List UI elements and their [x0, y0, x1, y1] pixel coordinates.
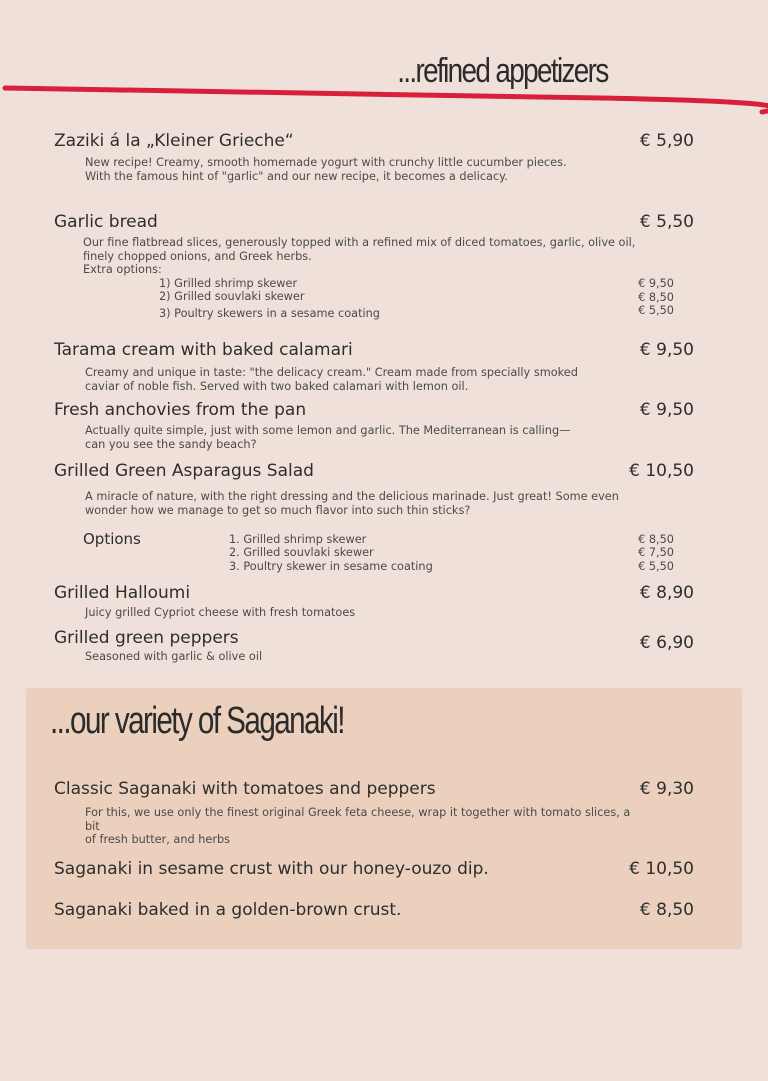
item-price: € 6,90: [639, 633, 694, 653]
option-price: € 5,50: [638, 560, 674, 573]
item-price: € 8,50: [639, 900, 694, 920]
item-name: Garlic bread: [54, 212, 158, 232]
item-price: € 5,90: [639, 131, 694, 151]
item-price: € 9,50: [639, 340, 694, 360]
options-heading: Options: [83, 530, 141, 548]
item-description: New recipe! Creamy, smooth homemade yogurt with crunchy little cucumber pieces. With the famous hint of "garlic" and our new recipe, it becomes a delicacy.: [85, 156, 567, 183]
item-name: Zaziki á la „Kleiner Grieche“: [54, 131, 294, 151]
item-name: Classic Saganaki with tomatoes and peppers: [54, 779, 436, 799]
item-name: Saganaki baked in a golden-brown crust.: [54, 900, 402, 920]
section-title-appetizers: ...refined appetizers: [397, 52, 608, 90]
item-price: € 8,90: [639, 583, 694, 603]
item-price: € 10,50: [629, 859, 694, 879]
option-label: 1) Grilled shrimp skewer: [159, 277, 298, 290]
item-description: A miracle of nature, with the right dressing and the delicious marinade. Just great! Some even wonder how we manage to get so much flavor into such thin sticks?: [85, 490, 619, 517]
item-name: Fresh anchovies from the pan: [54, 400, 307, 420]
item-description: Our fine flatbread slices, generously topped with a refined mix of diced tomatoes, garlic, olive oil, finely chopped onions, and Greek herbs. Extra options:: [83, 236, 636, 276]
item-name: Grilled Green Asparagus Salad: [54, 461, 314, 481]
item-name: Saganaki in sesame crust with our honey-ouzo dip.: [54, 859, 489, 879]
item-price: € 9,50: [639, 400, 694, 420]
option-label: 1. Grilled shrimp skewer: [229, 533, 367, 546]
item-price: € 5,50: [639, 212, 694, 232]
item-price: € 9,30: [639, 779, 694, 799]
option-label: 2. Grilled souvlaki skewer: [229, 546, 374, 559]
option-price: € 5,50: [638, 304, 674, 317]
item-name: Tarama cream with baked calamari: [54, 340, 353, 360]
option-label: 3. Poultry skewer in sesame coating: [229, 560, 433, 573]
option-price: € 8,50: [638, 533, 674, 546]
section-title-saganaki: ...our variety of Saganaki!: [50, 700, 344, 742]
option-price: € 7,50: [638, 546, 674, 559]
item-description: Juicy grilled Cypriot cheese with fresh tomatoes: [85, 606, 356, 619]
item-description: For this, we use only the finest original Greek feta cheese, wrap it together with tomato slices, a bit of fresh butter, and herbs: [85, 806, 631, 846]
item-price: € 10,50: [629, 461, 694, 481]
option-label: 3) Poultry skewers in a sesame coating: [159, 307, 380, 320]
option-label: 2) Grilled souvlaki skewer: [159, 290, 305, 303]
item-name: Grilled Halloumi: [54, 583, 191, 603]
item-description: Seasoned with garlic & olive oil: [85, 650, 263, 663]
red-divider-line: [0, 80, 768, 120]
item-name: Grilled green peppers: [54, 628, 239, 648]
option-price: € 8,50: [638, 291, 674, 304]
option-price: € 9,50: [638, 277, 674, 290]
item-description: Creamy and unique in taste: "the delicacy cream." Cream made from specially smoked caviar of noble fish. Served with two baked calamari with lemon oil.: [85, 366, 578, 393]
item-description: Actually quite simple, just with some lemon and garlic. The Mediterranean is calling— can you see the sandy beach?: [85, 424, 571, 451]
